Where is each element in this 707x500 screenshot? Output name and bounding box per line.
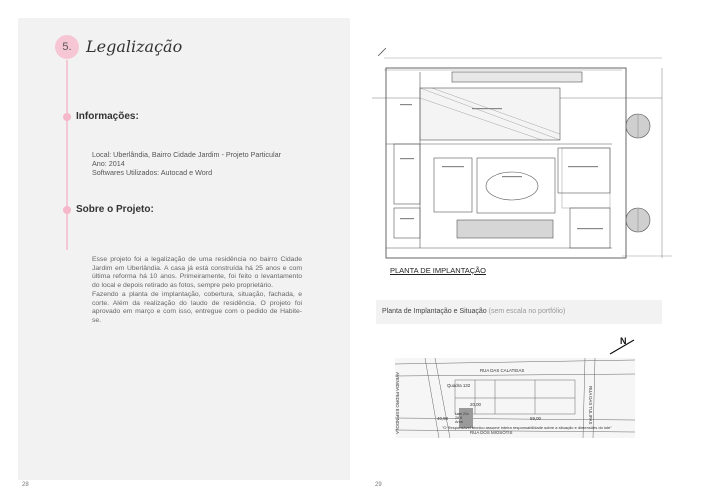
dimension-4098: 40,98 <box>437 416 448 421</box>
info-heading: Informações: <box>76 111 139 122</box>
page-number-right: 29 <box>375 482 382 488</box>
street-calatelas: RUA DAS CALATEIAS <box>480 368 525 373</box>
street-tulipas: RUA DAS TULIPAS <box>588 386 593 425</box>
about-paragraph-1: Esse projeto foi a legalização de uma residência no bairro Cidade Jardim em Uberlândia. A casa já está construída há 25 anos e com última reforma há 10 anos. Primeiramente, foi feito o levantamento do local e depois retirado as fotos, sempre pelo proprietário. <box>92 256 302 290</box>
info-local: Local: Uberlândia, Bairro Cidade Jardim - Projeto Particular <box>92 150 281 159</box>
caption-main: Planta de Implantação e Situação <box>382 308 487 315</box>
quadra-label: Quadra 132 <box>447 383 471 388</box>
implantation-plan-drawing <box>372 48 672 268</box>
info-software: Softwares Utilizados: Autocad e Word <box>92 168 213 177</box>
street-pedro: AVENIDA PEDRO ESPINDOLA <box>395 372 400 434</box>
info-block <box>92 150 281 177</box>
dimension-20: 20,00 <box>470 402 481 407</box>
about-text <box>92 256 302 326</box>
north-arrow-label: N <box>620 336 627 346</box>
page-number-left: 28 <box>22 482 29 488</box>
section-number-badge: 5. <box>55 35 79 59</box>
about-heading: Sobre o Projeto: <box>76 204 154 215</box>
north-arrow-icon <box>608 338 638 356</box>
about-paragraph-2: Fazendo a planta de implantação, cobertura, situação, fachada, e corte. Além da realização do laudo de residência. O projeto foi aprovado em março e com isso, entregue com o pedido de Habite-se. <box>92 290 302 324</box>
timeline-dot-info <box>63 113 71 121</box>
lote-label: Lote 21x 29 8 Area <box>455 412 469 424</box>
caption <box>382 308 565 315</box>
responsibility-note: "O Responsável técnico assume inteira responsabilidade sobre a situação e dimensões do lote" <box>442 425 612 430</box>
dimension-59: 59,00 <box>530 416 541 421</box>
info-year: Ano: 2014 <box>92 159 125 168</box>
section-title: Legalização <box>86 37 183 56</box>
street-mosotis: RUA DOS MIOSÓTIS <box>470 430 513 435</box>
caption-note: (sem escala no portfólio) <box>488 308 566 315</box>
timeline-dot-about <box>63 206 71 214</box>
plan-title: PLANTA DE IMPLANTAÇÃO <box>390 266 486 275</box>
timeline-line <box>66 60 68 250</box>
